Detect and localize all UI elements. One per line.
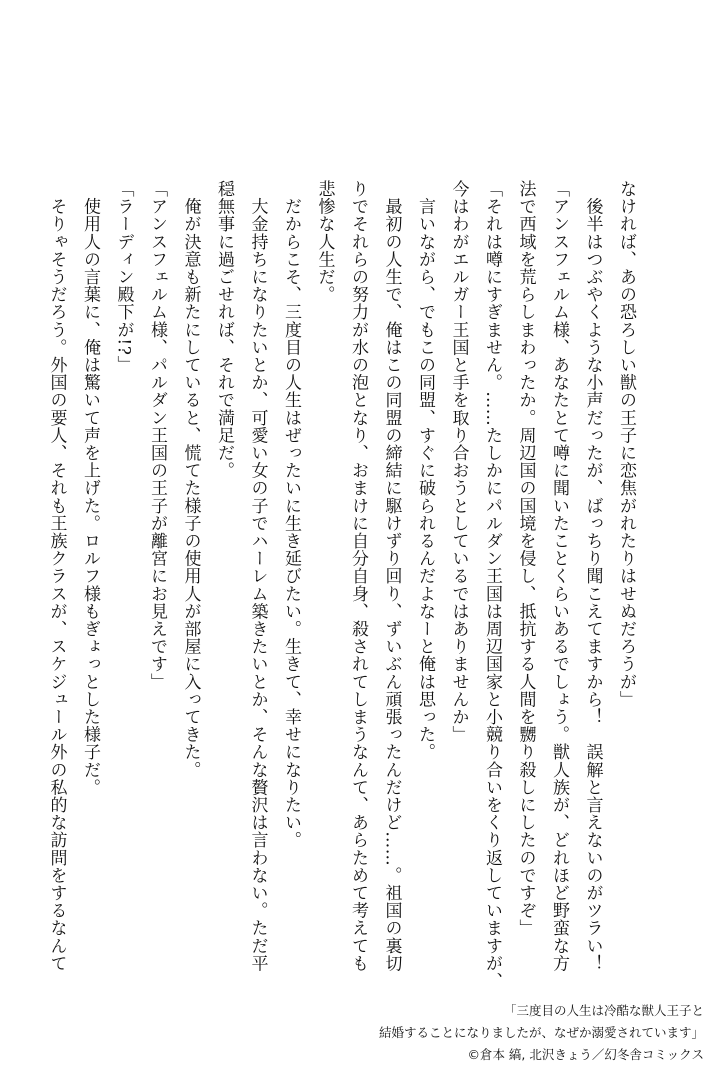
text-line-18: そりゃそうだろう。外国の要人、それも王族クラスが、スケジュール外の私的な訪問をするなんて <box>46 180 67 972</box>
text-line-14: 俺が決意も新たにしていると、慌てた様子の使用人が部屋に入ってきた。 <box>180 180 201 779</box>
text-line-3: 「アンスフェルム様、あなたとて噂に聞いたことくらいあるでしょう。獣人族が、どれほど野蛮な方 <box>549 180 569 972</box>
text-line-15: 「アンスフェルム様、パルダン王国の王子が離宮にお見えです」 <box>147 180 167 691</box>
credit-copyright: ©倉本 縞, 北沢きょう／幻冬舎コミックス <box>467 1047 704 1062</box>
text-line-13: 穏無事に過ごせれば、それで満足だ。 <box>214 180 234 480</box>
vertical-body-text <box>39 180 642 990</box>
text-line-8: 最初の人生で、俺はこの同盟の締結に駆けずり回り、ずいぶん頑張ったんだけど……。祖国の裏切 <box>381 180 402 972</box>
text-line-1: なければ、あの恐ろしい獣の王子に恋焦がれたりはせぬだろうが」 <box>616 180 636 708</box>
text-line-4: 法で西域を荒らしまわったか。周辺国の国境を侵し、抵抗する人間を嬲り殺しにしたのですぞ」 <box>515 180 536 937</box>
text-line-9: りでそれらの努力が水の泡となり、おまけに自分自身、殺されてしまうなんて、あらためて考えても <box>348 180 368 972</box>
text-line-12: 大金持ちになりたいとか、可愛い女の子でハーレム築きたいとか、そんな贅沢は言わない。ただ平 <box>247 180 268 972</box>
text-line-2: 後半はつぶやくような小声だったが、ばっちり聞こえてますから！ 誤解と言えないのがツラい！ <box>582 180 603 972</box>
text-line-17: 使用人の言葉に、俺は驚いて声を上げた。ロルフ様もぎょっとした様子だ。 <box>80 180 100 796</box>
text-line-11: だからこそ、三度目の人生はぜったいに生き延びたい。生きて、幸せになりたい。 <box>281 180 301 849</box>
text-line-10: 悲惨な人生だ。 <box>314 180 335 304</box>
credit-title-line-1: 「三度目の人生は冷酷な獣人王子と <box>503 1003 704 1018</box>
text-line-7: 言いながら、でもこの同盟、すぐに破られるんだよなーと俺は思った。 <box>415 180 435 761</box>
text-line-5: 「それは噂にすぎません。……たしかにパルダン王国は周辺国家と小競り合いをくり返していますが、 <box>482 180 502 990</box>
credit-title-line-2: 結婚することになりましたが、なぜか溺愛されています」 <box>378 1025 704 1040</box>
copyright-credit <box>379 1000 704 1066</box>
text-line-6: 今はわがエルガー王国と手を取り合おうとしているではありませんか」 <box>448 180 469 744</box>
text-line-16: 「ラーディン殿下が!?」 <box>113 180 134 374</box>
